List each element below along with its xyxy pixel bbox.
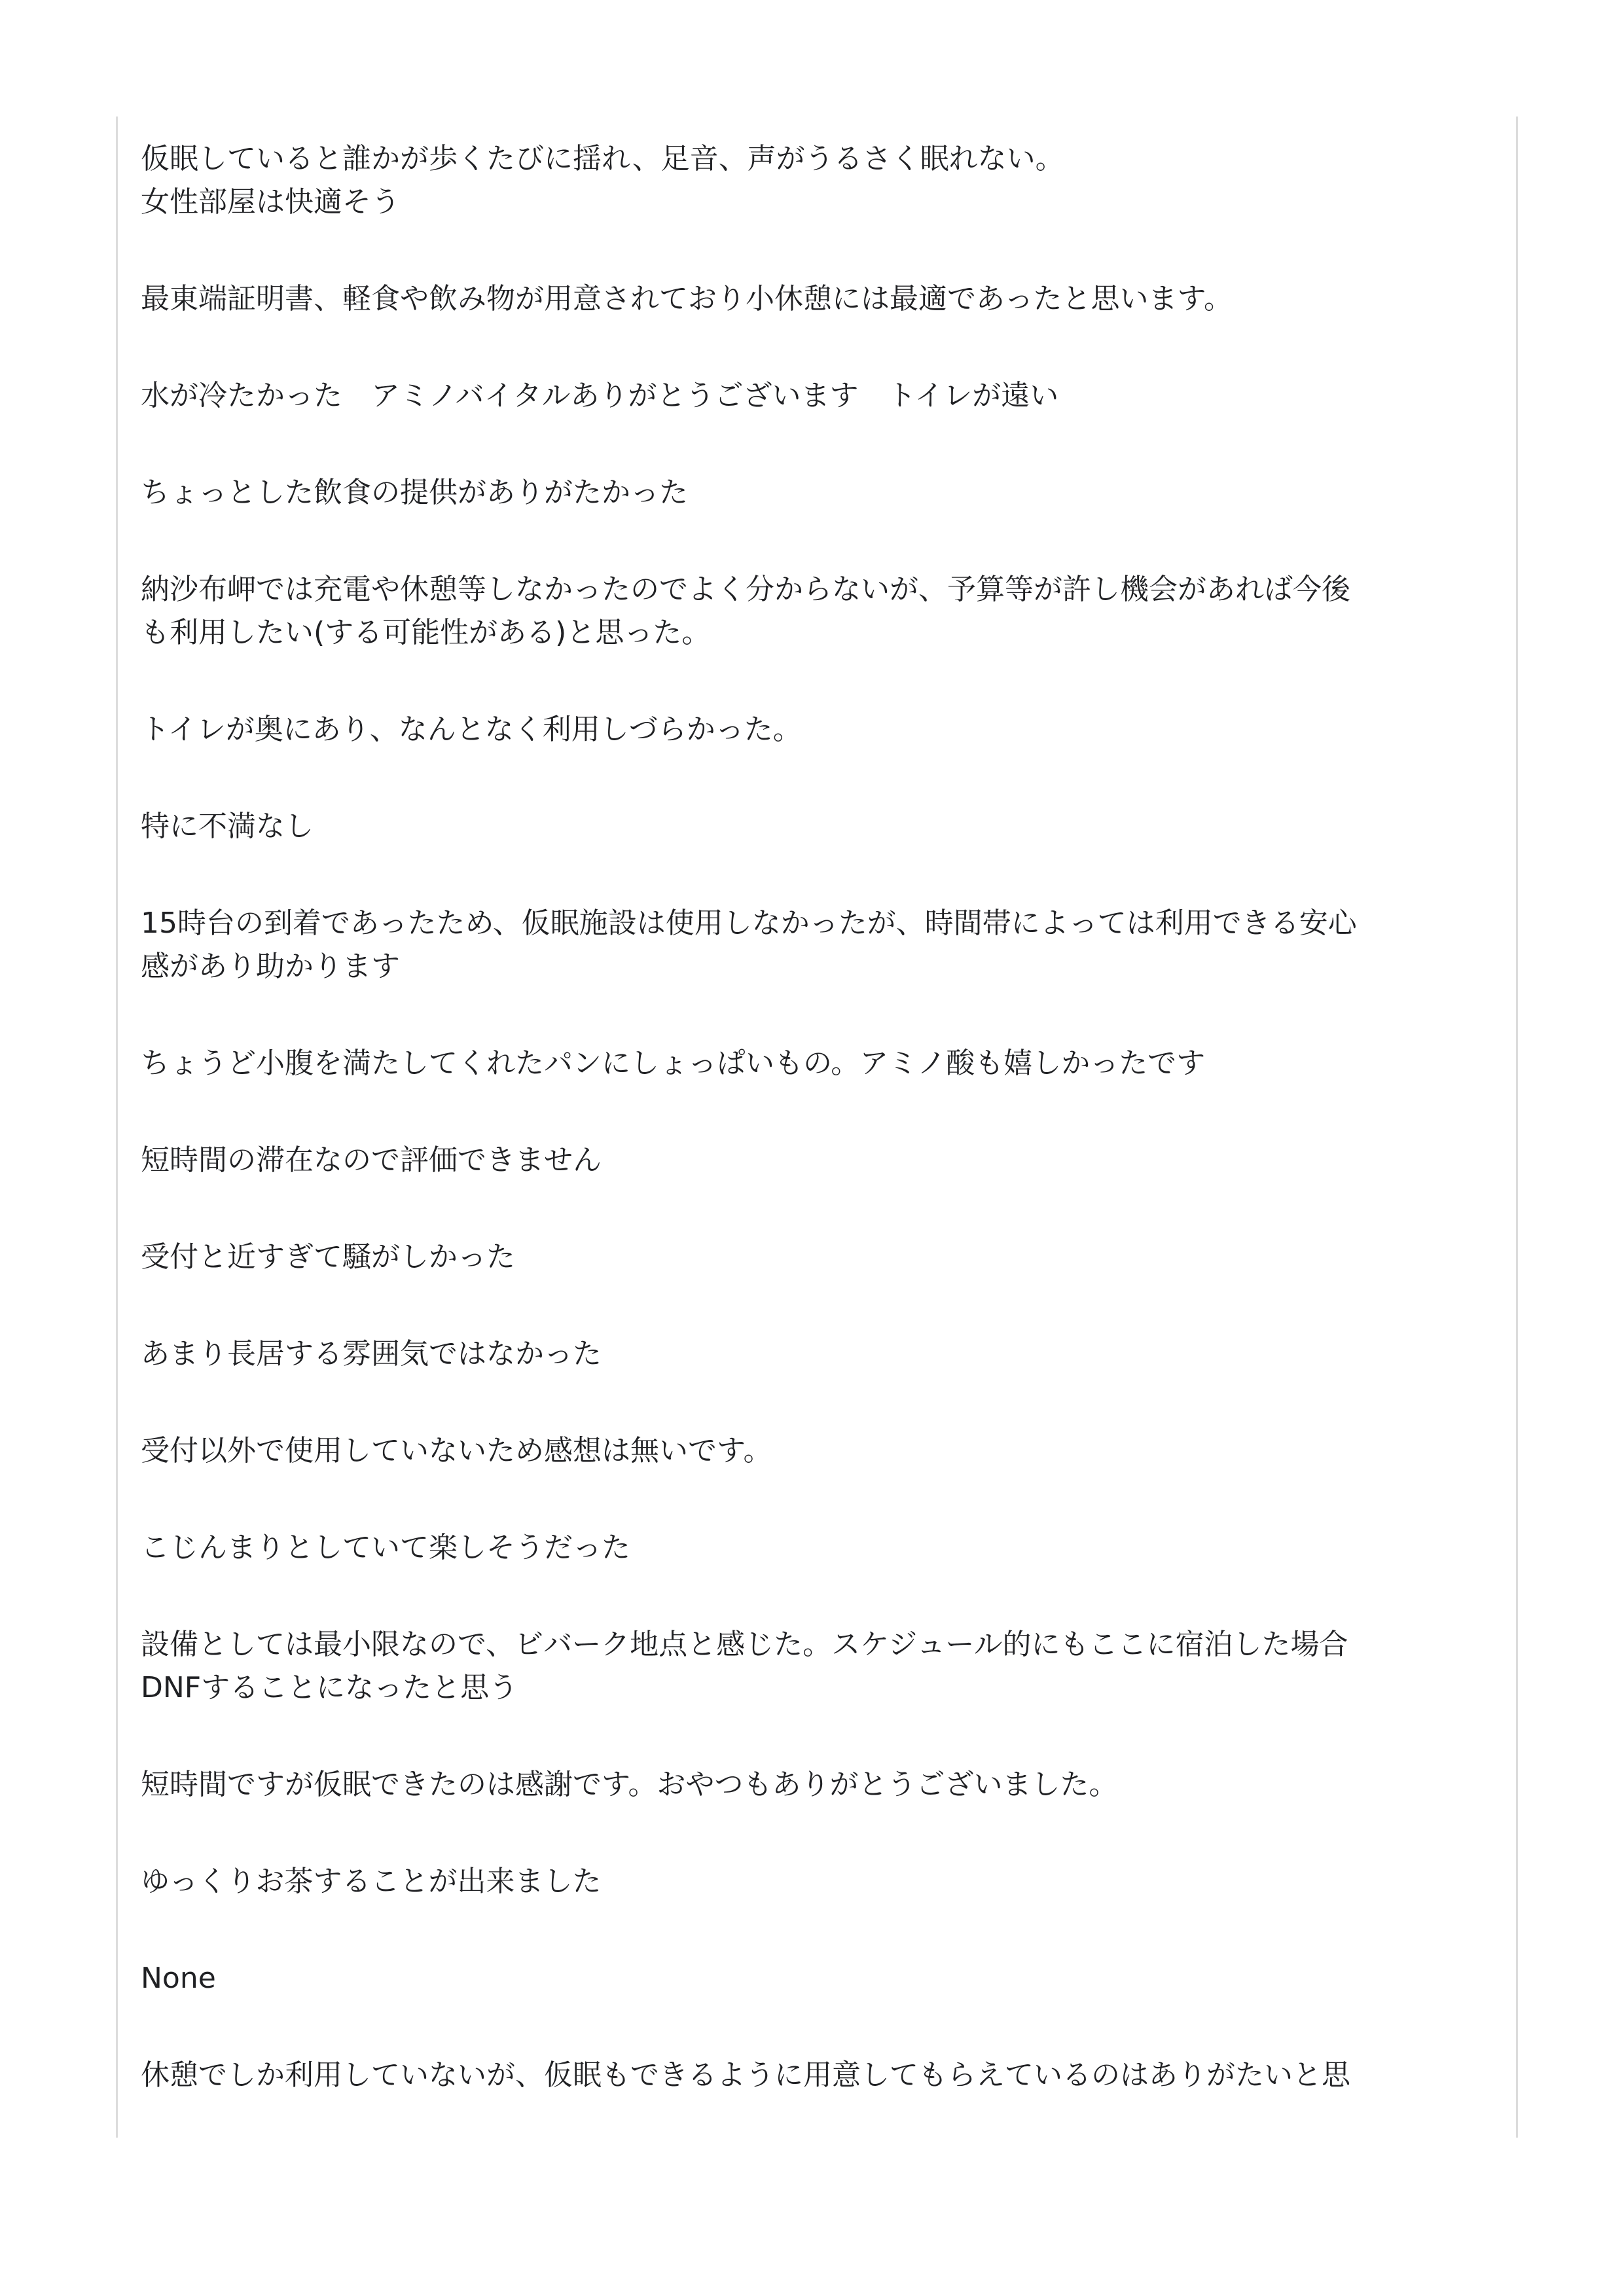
response-item: 仮眠していると誰かが歩くたびに揺れ、足音、声がうるさく眠れない。 女性部屋は快適そう	[141, 142, 1064, 219]
response-item: トイレが奥にあり、なんとなく利用しづらかった。	[141, 713, 802, 746]
response-item: 受付と近すぎて騒がしかった	[141, 1240, 515, 1274]
response-item: None	[141, 1962, 216, 1995]
response-item: あまり長居する雰囲気ではなかった	[141, 1337, 602, 1371]
response-item: 短時間ですが仮眠できたのは感謝です。おやつもありがとうございました。	[141, 1768, 1118, 1801]
response-item: 休憩でしか利用していないが、仮眠もできるように用意してもらえているのはありがたいと思	[141, 2058, 1350, 2092]
response-list	[141, 137, 1470, 2151]
response-item: 短時間の滞在なので評価できません	[141, 1143, 602, 1177]
response-item: 水が冷たかった アミノバイタルありがとうございます トイレが遠い	[141, 379, 1059, 412]
response-item: こじんまりとしていて楽しそうだった	[141, 1531, 630, 1564]
response-item: 最東端証明書、軽食や飲み物が用意されており小休憩には最適であったと思います。	[141, 282, 1233, 315]
response-item: 特に不満なし	[141, 810, 314, 843]
response-item: 設備としては最小限なので、ビバーク地点と感じた。スケジュール的にもここに宿泊した場合 DNFすることになったと思う	[141, 1628, 1348, 1704]
response-sheet	[116, 117, 1518, 2138]
response-item: ゆっくりお茶することが出来ました	[141, 1865, 602, 1898]
response-item: 15時台の到着であったため、仮眠施設は使用しなかったが、時間帯によっては利用できる安心 感があり助かります	[141, 906, 1357, 983]
response-item: 納沙布岬では充電や休憩等しなかったのでよく分からないが、予算等が許し機会があれば今後 も利用したい(する可能性がある)と思った。	[141, 573, 1350, 649]
response-item: ちょうど小腹を満たしてくれたパンにしょっぱいもの。アミノ酸も嬉しかったです	[141, 1047, 1206, 1080]
response-item: 受付以外で使用していないため感想は無いです。	[141, 1434, 772, 1467]
response-item: ちょっとした飲食の提供がありがたかった	[141, 476, 688, 509]
